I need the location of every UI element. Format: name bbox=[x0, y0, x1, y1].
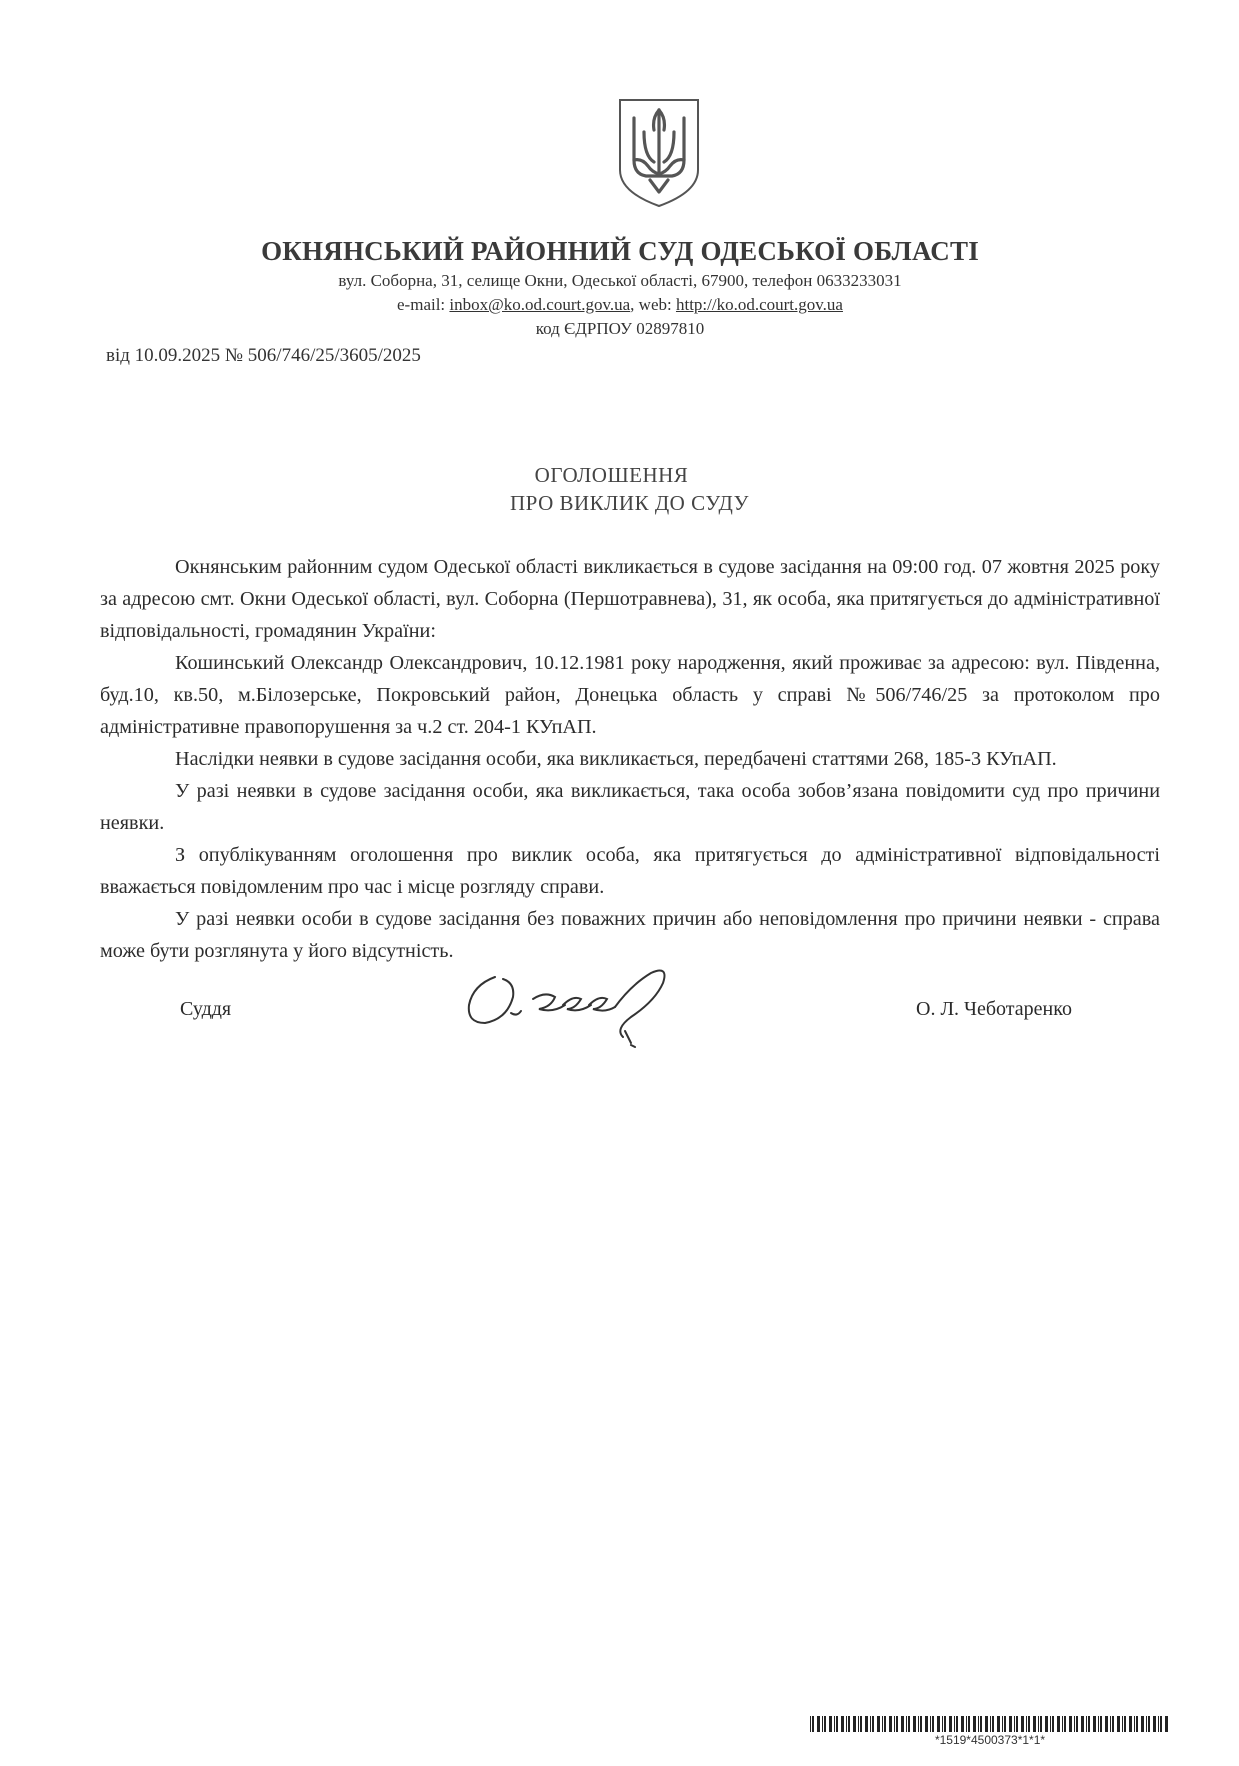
document-subtitle: ПРО ВИКЛИК ДО СУДУ bbox=[509, 491, 750, 515]
barcode bbox=[810, 1716, 1170, 1732]
announcement-body bbox=[100, 551, 1160, 967]
court-address: вул. Соборна, 31, селище Окни, Одеської області, 67900, телефон 0633233031 bbox=[338, 271, 902, 290]
paragraph: Кошинський Олександр Олександрович, 10.12.1981 року народження, який проживає за адресою: вул. Південна, буд.10, кв.50, м.Білозерське, Покровський район, Донецька область у справі №506/746/25 за протоколом про адміністративне правопорушення за ч.2 ст. 204-1 КУпАП. bbox=[100, 652, 1160, 738]
paragraph: У разі неявки в судове засідання особи, яка викликається, така особа зобов’язана повідомити суд про причини неявки. bbox=[100, 780, 1160, 834]
court-contacts bbox=[180, 295, 1060, 315]
paragraph: Наслідки неявки в судове засідання особи, яка викликається, передбачені статтями 268, 185-3 КУпАП. bbox=[175, 748, 1057, 770]
barcode-number: *1519*4500373*1*1* bbox=[934, 1733, 1046, 1747]
web-label: , web: bbox=[630, 295, 676, 314]
court-name: ОКНЯНСЬКИЙ РАЙОННИЙ СУД ОДЕСЬКОЇ ОБЛАСТІ bbox=[261, 236, 979, 266]
signature-role: Суддя bbox=[180, 998, 232, 1020]
web-link[interactable]: http://ko.od.court.gov.ua bbox=[675, 295, 843, 314]
document-reference: від 10.09.2025 № 506/746/25/3605/2025 bbox=[106, 345, 421, 366]
handwritten-signature bbox=[455, 955, 715, 1055]
paragraph: У разі неявки особи в судове засідання без поважних причин або неповідомлення про причини неявки - справа може бути розглянута у його відсутність. bbox=[100, 908, 1160, 962]
email-link[interactable]: inbox@ko.od.court.gov.ua bbox=[449, 295, 631, 314]
edrpou-code: код ЄДРПОУ 02897810 bbox=[535, 319, 705, 338]
paragraph: Окнянським районним судом Одеської області викликається в судове засідання на 09:00 год. 07 жовтня 2025 року за адресою смт. Окни Одеської області, вул. Соборна (Першотравнева), 31, як особа, яка притягується до адміністративної відповідальності, громадянин України: bbox=[100, 556, 1160, 642]
email-label: e-mail: bbox=[397, 295, 450, 314]
judge-name: О. Л. Чеботаренко bbox=[916, 998, 1072, 1020]
paragraph: З опублікуванням оголошення про виклик особа, яка притягується до адміністративної відповідальності вважається повідомленим про час і місце розгляду справи. bbox=[100, 844, 1160, 898]
coat-of-arms-icon bbox=[616, 96, 702, 210]
document-title: ОГОЛОШЕННЯ bbox=[534, 463, 689, 487]
